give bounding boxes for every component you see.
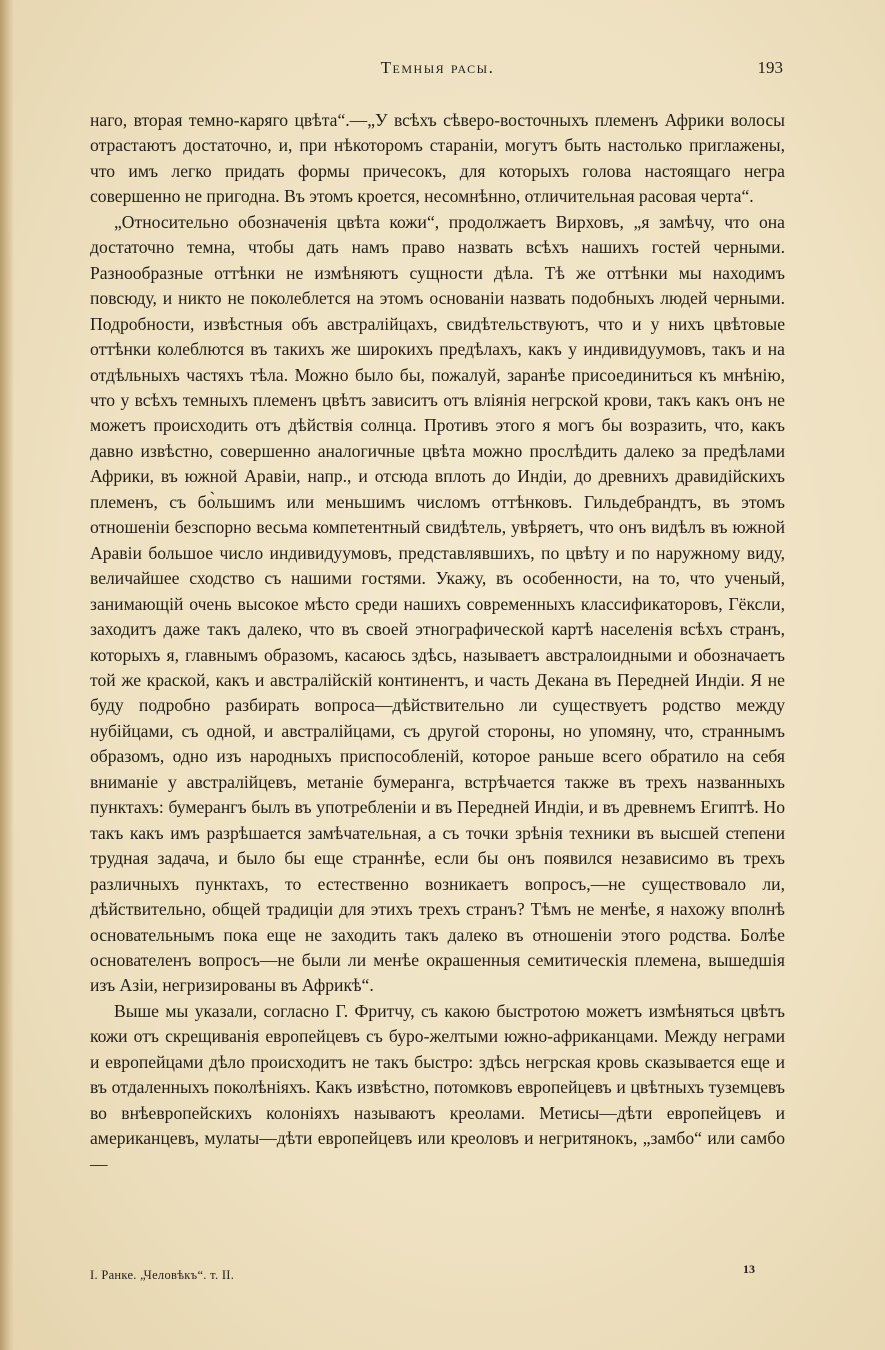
page-footer [90,1262,785,1286]
book-spine-shadow [0,0,14,1350]
footer-signature: I. Ранке. „Человѣкъ“. т. II. [90,1268,235,1282]
running-title: Темныя расы. [380,58,495,77]
paragraph-3: Выше мы указали, согласно Г. Фритчу, съ какою быстротою можетъ измѣняться цвѣтъ кожи отъ скрещиванія европейцевъ съ буро-желтыми южно-африканцами. Между неграми и европейцами дѣло происходитъ не такъ быстро: здѣсь негрская кровь сказывается еще и въ отдаленныхъ поколѣніяхъ. Какъ извѣстно, потомковъ европейцевъ и цвѣтныхъ туземцевъ во внѣевропейскихъ колоніяхъ называютъ креолами. Метисы—дѣти европейцевъ и американцевъ, мулаты—дѣти европейцевъ или креоловъ и негритянокъ, „замбо“ или самбо— [90,1000,785,1174]
paragraph-1: наго, вторая темно-каряго цвѣта“.—„У всѣхъ сѣверо-восточныхъ племенъ Африки волосы отрастаютъ достаточно, и, при нѣкоторомъ стараніи, могутъ быть настолько приглажены, что имъ легко придать формы причесокъ, для которыхъ голова настоящаго негра совершенно не пригодна. Въ этомъ кроется, несомнѣнно, отличительная расовая черта“. [90,110,785,207]
page-body [90,108,785,1177]
page-number: 193 [757,58,783,77]
paragraph-2: „Относительно обозначенія цвѣта кожи“, продолжаетъ Вирховъ, „я замѣчу, что она достаточно темна, чтобы дать намъ право назвать всѣхъ нашихъ гостей черными. Разнообразные оттѣнки не измѣняютъ сущности дѣла. Тѣ же оттѣнки мы находимъ повсюду, и никто не поколеблется на этомъ основаніи назвать подобныхъ людей черными. Подробности, извѣстныя объ австралійцахъ, свидѣтельствуютъ, что и у нихъ цвѣтовые оттѣнки колеблются въ такихъ же широкихъ предѣлахъ, какъ у индивидуумовъ, такъ и на отдѣльныхъ частяхъ тѣла. Можно было бы, пожалуй, заранѣе присоединиться къ мнѣнію, что у всѣхъ темныхъ племенъ цвѣтъ зависитъ отъ вліянія негрской крови, такъ какъ онъ не можетъ происходить отъ дѣйствія солнца. Противъ этого я могъ бы возразить, что, какъ давно извѣстно, совершенно аналогичные цвѣта можно прослѣдить далеко за предѣлами Африки, въ южной Аравіи, напр., и отсюда вплоть до Индіи, до древнихъ дравидійскихъ племенъ, съ бо̀льшимъ или меньшимъ числомъ оттѣнковъ. Гильдебрандтъ, въ этомъ отношеніи безспорно весьма компетентный свидѣтель, увѣряетъ, что онъ видѣлъ въ южной Аравіи большое число индивидуумовъ, представлявшихъ, по цвѣту и по наружному виду, величайшее сходство съ нашими гостями. Укажу, въ особенности, на то, что ученый, занимающій очень высокое мѣсто среди нашихъ современныхъ классификаторовъ, Гёксли, заходитъ даже такъ далеко, что въ своей этнографической картѣ населенія всѣхъ странъ, которыхъ я, главнымъ образомъ, касаюсь здѣсь, называетъ австралоидными и обозначаетъ той же краской, какъ и австралійскій континентъ, и часть Декана въ Передней Индіи. Я не буду подробно разбирать вопроса—дѣйствительно ли существуетъ родство между нубійцами, съ одной, и австралійцами, съ другой стороны, но упомяну, что, страннымъ образомъ, одно изъ народныхъ приспособленій, которое раньше всего обратило на себя вниманіе у австралійцевъ, метаніе бумеранга, встрѣчается также въ трехъ названныхъ пунктахъ: бумерангъ былъ въ употребленіи и въ Передней Индіи, и въ древнемъ Египтѣ. Но такъ какъ имъ разрѣшается замѣчательная, а съ точки зрѣнія техники въ высшей степени трудная задача, и было бы еще страннѣе, если бы онъ появился независимо въ трехъ различныхъ пунктахъ, то естественно возникаетъ вопросъ,—не существовало ли, дѣйствительно, общей традиціи для этихъ трехъ странъ? Тѣмъ не менѣе, я нахожу вполнѣ основательнымъ пока еще не заходить такъ далеко въ отношеніи этого родства. Болѣе основателенъ вопросъ—не были ли менѣе окрашенныя семитическія племена, вышедшія изъ Азіи, негризированы въ Африкѣ“. [90,211,785,996]
page-header [90,58,785,86]
sheet-number: 13 [743,1262,755,1276]
